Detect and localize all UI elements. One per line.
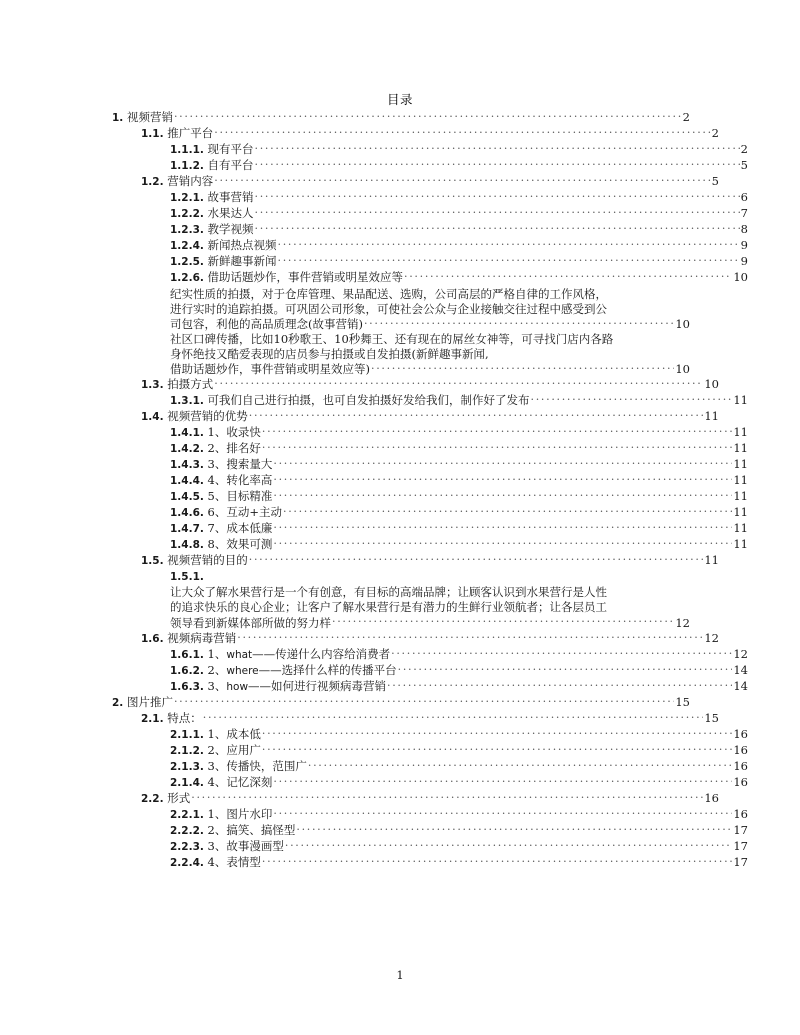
paragraph-line: 纪实性质的拍摄，对于仓库管理、果品配送、选购，公司高层的严格自律的工作风格， <box>170 286 607 301</box>
entry-number: 1.2.5. <box>170 256 208 269</box>
entry-label <box>170 759 307 775</box>
entry-title: 形式 <box>167 791 191 806</box>
leader-dots <box>278 238 740 249</box>
page-title: 目录 <box>386 92 413 107</box>
entry-label <box>141 711 202 727</box>
entry-page-number: 2 <box>682 110 690 124</box>
toc-entry-number-only[interactable] <box>112 569 748 585</box>
entry-label <box>141 791 190 807</box>
leader-dots <box>273 807 732 818</box>
toc-entry[interactable] <box>112 457 748 473</box>
entry-label <box>170 663 397 679</box>
entry-title: 1、图片水印 <box>207 807 273 822</box>
entry-page-number: 15 <box>675 694 690 709</box>
entry-title: 5、目标精准 <box>207 489 273 504</box>
leader-dots <box>273 489 732 500</box>
toc-entry[interactable] <box>112 855 748 871</box>
toc-entry[interactable] <box>112 174 719 190</box>
toc-entry[interactable] <box>112 126 719 142</box>
entry-title: 水果达人 <box>207 206 254 221</box>
entry-title: 图片推广 <box>126 694 173 709</box>
entry-label <box>141 409 248 425</box>
entry-page-number: 8 <box>740 222 748 237</box>
entry-page-number: 11 <box>704 553 719 568</box>
entry-label <box>170 537 272 553</box>
entry-label <box>170 238 277 254</box>
entry-number: 1.5.1. <box>170 571 204 584</box>
entry-number: 1.4. <box>141 410 168 423</box>
leader-dots <box>391 647 732 658</box>
entry-page-number: 11 <box>733 392 748 407</box>
entry-title: 3、how——如何进行视频病毒营销 <box>207 678 387 693</box>
entry-page-number: 11 <box>704 408 719 423</box>
toc-entry[interactable] <box>112 759 748 775</box>
toc-entry[interactable] <box>112 270 748 286</box>
entry-title-latin: what <box>226 648 253 661</box>
entry-page-number: 11 <box>733 537 748 552</box>
entry-title: 视频营销的优势 <box>167 408 248 423</box>
leader-dots <box>255 158 740 169</box>
entry-title: 现有平台 <box>207 142 254 157</box>
leader-dots <box>262 743 732 754</box>
entry-title: 视频营销 <box>126 110 173 124</box>
entry-title: 视频营销的目的 <box>167 553 248 568</box>
toc-entry[interactable] <box>112 647 748 663</box>
table-of-contents <box>112 110 748 871</box>
entry-number: 1.4.1. <box>170 426 208 439</box>
entry-label <box>170 190 254 206</box>
entry-label <box>170 727 261 743</box>
leader-dots <box>283 505 732 516</box>
leader-dots <box>308 759 732 770</box>
paragraph-line: 领导看到新媒体部所做的努力样 <box>170 615 331 630</box>
toc-entry-paragraph[interactable] <box>112 585 690 630</box>
entry-title: 视频病毒营销 <box>167 630 237 645</box>
leader-dots <box>387 679 732 690</box>
paragraph-last-line <box>170 317 690 332</box>
leader-dots <box>278 254 740 265</box>
leader-dots <box>174 695 674 706</box>
paragraph-line: 社区口碑传播，比如10秒歌王、10秒舞王、还有现在的屌丝女神等，可寻找门店内各路 <box>170 331 614 346</box>
entry-title: 2、搞笑、搞怪型 <box>207 823 296 838</box>
toc-entry[interactable] <box>112 505 748 521</box>
leader-dots <box>262 727 732 738</box>
entry-title: 2、where——选择什么样的传播平台 <box>207 662 397 677</box>
paragraph-line: 让大众了解水果营行是一个有创意，有目标的高端品牌；让顾客认识到水果营行是人性 <box>170 585 607 600</box>
leader-dots <box>273 473 732 484</box>
leader-dots <box>255 142 740 153</box>
entry-label <box>170 775 272 791</box>
entry-number: 2.2.4. <box>170 857 208 870</box>
entry-page-number: 17 <box>733 855 748 870</box>
entry-number: 1.4.8. <box>170 539 208 552</box>
toc-entry[interactable] <box>112 254 748 270</box>
leader-dots <box>262 425 732 436</box>
entry-page-number: 11 <box>733 473 748 488</box>
entry-page-number: 12 <box>675 615 690 630</box>
entry-number: 1.4.5. <box>170 491 208 504</box>
entry-number: 1.2.4. <box>170 240 208 253</box>
entry-page-number: 10 <box>733 270 748 285</box>
toc-entry[interactable] <box>112 190 748 206</box>
entry-number: 1.4.6. <box>170 507 208 520</box>
leader-dots <box>262 855 732 866</box>
leader-dots <box>203 711 704 722</box>
toc-entry[interactable] <box>112 663 748 679</box>
entry-title: 推广平台 <box>167 126 214 141</box>
entry-page-number: 11 <box>733 505 748 520</box>
toc-entry[interactable] <box>112 222 748 238</box>
entry-label <box>170 743 261 759</box>
entry-page-number: 16 <box>733 774 748 789</box>
entry-page-number: 16 <box>733 758 748 773</box>
leader-dots <box>262 441 732 452</box>
toc-entry[interactable] <box>112 441 748 457</box>
toc-entry[interactable] <box>112 823 748 839</box>
entry-label <box>141 377 213 393</box>
entry-title: 特点： <box>167 710 202 725</box>
entry-page-number: 10 <box>675 361 690 376</box>
entry-label <box>170 270 403 286</box>
toc-entry[interactable] <box>112 807 748 823</box>
toc-entry[interactable] <box>112 631 719 647</box>
leader-dots <box>404 270 732 281</box>
entry-label <box>170 222 254 238</box>
leader-dots <box>255 190 740 201</box>
toc-entry[interactable] <box>112 553 719 569</box>
entry-title: 故事营销 <box>207 190 254 205</box>
toc-entry-paragraph[interactable] <box>112 287 690 332</box>
entry-page-number: 6 <box>740 190 748 205</box>
entry-page-number: 12 <box>704 630 719 645</box>
entry-number: 2.1.4. <box>170 776 208 789</box>
entry-title: 8、效果可测 <box>207 537 273 552</box>
entry-page-number: 16 <box>704 791 719 806</box>
entry-number: 1.1.2. <box>170 160 208 173</box>
entry-title: 1、成本低 <box>207 726 261 741</box>
toc-entry[interactable] <box>112 206 748 222</box>
entry-number: 1.6.3. <box>170 680 208 693</box>
entry-number: 2.2. <box>141 793 168 806</box>
toc-entry[interactable] <box>112 775 748 791</box>
entry-number: 1.3. <box>141 378 168 391</box>
toc-entry[interactable] <box>112 695 690 711</box>
toc-entry[interactable] <box>112 377 719 393</box>
entry-label <box>141 174 213 190</box>
toc-entry[interactable] <box>112 679 748 695</box>
toc-entry[interactable] <box>112 711 719 727</box>
leader-dots <box>174 110 682 121</box>
page-number-footer: 1 <box>396 968 404 982</box>
leader-dots <box>273 521 732 532</box>
leader-dots <box>332 616 674 627</box>
entry-label <box>112 110 173 126</box>
paragraph-last-line <box>170 616 690 631</box>
leader-dots <box>255 206 740 217</box>
entry-page-number: 10 <box>675 316 690 331</box>
toc-entry[interactable] <box>112 537 748 553</box>
entry-title: 营销内容 <box>167 174 214 189</box>
leader-dots <box>273 457 732 468</box>
entry-label <box>170 823 295 839</box>
entry-label <box>170 521 272 537</box>
toc-entry[interactable] <box>112 393 748 409</box>
entry-title: 2、排名好 <box>207 440 261 455</box>
entry-title-latin: where <box>226 664 259 677</box>
entry-label <box>170 839 284 855</box>
entry-label <box>170 206 254 222</box>
entry-label <box>170 457 272 473</box>
entry-number: 1.2.2. <box>170 208 208 221</box>
entry-label <box>170 489 272 505</box>
leader-dots <box>249 553 704 564</box>
paragraph-line: 进行实时的追踪拍摄。可巩固公司形象，可使社会公众与企业接触交往过程中感受到公 <box>170 301 607 316</box>
entry-title: 6、互动+主动 <box>207 505 282 520</box>
toc-entry[interactable] <box>112 489 748 505</box>
entry-label <box>170 441 261 457</box>
toc-entry[interactable] <box>112 743 748 759</box>
paragraph-line: 借助话题炒作，事件营销或明星效应等) <box>170 361 370 376</box>
entry-label <box>170 254 277 270</box>
entry-page-number: 11 <box>733 457 748 472</box>
entry-label <box>141 631 236 647</box>
entry-number: 1.2.1. <box>170 192 208 205</box>
entry-title: 3、搜索量大 <box>207 457 273 472</box>
entry-page-number: 12 <box>733 646 748 661</box>
entry-page-number: 11 <box>733 440 748 455</box>
entry-page-number: 17 <box>733 823 748 838</box>
entry-number: 1.4.2. <box>170 442 208 455</box>
entry-number: 1.6.2. <box>170 664 208 677</box>
entry-label <box>170 158 254 174</box>
entry-label <box>170 855 261 871</box>
entry-number: 1. <box>112 112 127 124</box>
entry-page-number: 9 <box>740 254 748 269</box>
entry-number: 1.4.4. <box>170 475 208 488</box>
entry-title-latin: how <box>226 680 249 693</box>
entry-label <box>170 425 261 441</box>
entry-label <box>170 505 282 521</box>
entry-number: 1.6.1. <box>170 648 208 661</box>
paragraph-line: 司包容，利他的高品质理念(故事营销) <box>170 316 363 331</box>
leader-dots <box>296 823 732 834</box>
entry-title: 可我们自己进行拍摄，也可自发拍摄好发给我们，制作好了发布 <box>207 392 530 407</box>
paragraph-line: 身怀绝技又酷爱表现的店员参与拍摄或自发拍摄(新鲜趣事新闻, <box>170 346 489 361</box>
entry-number: 2.1. <box>141 712 168 725</box>
entry-title: 3、故事漫画型 <box>207 839 284 854</box>
entry-number: 2.2.3. <box>170 841 208 854</box>
entry-label <box>170 393 530 409</box>
entry-number: 1.2.3. <box>170 224 208 237</box>
entry-number: 1.2.6. <box>170 272 208 285</box>
entry-number: 1.4.3. <box>170 459 208 472</box>
leader-dots <box>214 377 703 388</box>
toc-entry[interactable] <box>112 142 748 158</box>
entry-page-number: 16 <box>733 807 748 822</box>
leader-dots <box>214 174 710 185</box>
toc-entry[interactable] <box>112 238 748 254</box>
entry-label <box>170 647 390 663</box>
entry-page-number: 11 <box>733 424 748 439</box>
toc-entry[interactable] <box>112 521 748 537</box>
entry-page-number: 14 <box>733 678 748 693</box>
leader-dots <box>273 537 732 548</box>
entry-title: 2、应用广 <box>207 742 261 757</box>
entry-page-number: 5 <box>740 158 748 173</box>
leader-dots <box>531 393 733 404</box>
entry-number: 2.1.3. <box>170 760 208 773</box>
entry-title: 借助话题炒作，事件营销或明星效应等 <box>207 270 404 285</box>
entry-page-number: 2 <box>740 142 748 157</box>
entry-page-number: 7 <box>740 206 748 221</box>
leader-dots <box>191 791 703 802</box>
entry-label <box>141 553 248 569</box>
entry-title: 1、what——传递什么内容给消费者 <box>207 646 391 661</box>
entry-label <box>170 142 254 158</box>
entry-label <box>112 695 173 711</box>
entry-label <box>170 807 272 823</box>
entry-page-number: 15 <box>704 710 719 725</box>
entry-page-number: 11 <box>733 521 748 536</box>
leader-dots <box>398 663 733 674</box>
leader-dots <box>285 839 732 850</box>
entry-number: 2.2.1. <box>170 809 208 822</box>
entry-number: 2. <box>112 696 127 709</box>
entry-page-number: 5 <box>711 174 719 189</box>
paragraph-last-line <box>170 362 690 377</box>
entry-number: 1.3.1. <box>170 394 208 407</box>
entry-number: 1.1. <box>141 128 168 141</box>
entry-page-number: 17 <box>733 839 748 854</box>
leader-dots <box>237 631 703 642</box>
leader-dots <box>214 126 710 137</box>
toc-entry-paragraph[interactable] <box>112 332 690 377</box>
paragraph-line: 的追求快乐的良心企业；让客户了解水果营行是有潜力的生鲜行业领航者；让各层员工 <box>170 600 607 615</box>
entry-label <box>170 569 204 585</box>
entry-title: 4、表情型 <box>207 855 261 870</box>
toc-entry[interactable] <box>112 110 690 126</box>
entry-page-number: 11 <box>733 489 748 504</box>
leader-dots <box>371 362 674 373</box>
entry-title: 自有平台 <box>207 158 254 173</box>
entry-number: 1.4.7. <box>170 523 208 536</box>
entry-title: 7、成本低廉 <box>207 521 273 536</box>
toc-entry[interactable] <box>112 409 719 425</box>
entry-number: 1.1.1. <box>170 144 208 157</box>
entry-label <box>141 126 213 142</box>
entry-title: 教学视频 <box>207 222 254 237</box>
toc-entry[interactable] <box>112 425 748 441</box>
entry-label <box>170 679 386 695</box>
entry-page-number: 14 <box>733 662 748 677</box>
entry-number: 2.1.2. <box>170 744 208 757</box>
toc-entry[interactable] <box>112 839 748 855</box>
entry-page-number: 16 <box>733 742 748 757</box>
toc-entry[interactable] <box>112 473 748 489</box>
entry-title: 3、传播快，范围广 <box>207 758 307 773</box>
entry-number: 2.2.2. <box>170 825 208 838</box>
entry-number: 2.1.1. <box>170 728 208 741</box>
entry-title: 1、收录快 <box>207 424 261 439</box>
entry-page-number: 10 <box>704 376 719 391</box>
entry-title: 4、转化率高 <box>207 473 273 488</box>
leader-dots <box>364 317 674 328</box>
entry-title: 4、记忆深刻 <box>207 774 273 789</box>
toc-entry[interactable] <box>112 158 748 174</box>
leader-dots <box>255 222 740 233</box>
entry-title: 新鲜趣事新闻 <box>207 254 277 269</box>
entry-title: 拍摄方式 <box>167 376 214 391</box>
entry-number: 1.6. <box>141 632 168 645</box>
leader-dots <box>273 775 732 786</box>
entry-number: 1.2. <box>141 176 168 189</box>
entry-page-number: 9 <box>740 238 748 253</box>
leader-dots <box>249 409 704 420</box>
entry-number: 1.5. <box>141 555 168 568</box>
entry-label <box>170 473 272 489</box>
toc-entry[interactable] <box>112 727 748 743</box>
entry-title: 新闻热点视频 <box>207 238 277 253</box>
entry-page-number: 2 <box>711 126 719 141</box>
toc-entry[interactable] <box>112 791 719 807</box>
entry-page-number: 16 <box>733 726 748 741</box>
